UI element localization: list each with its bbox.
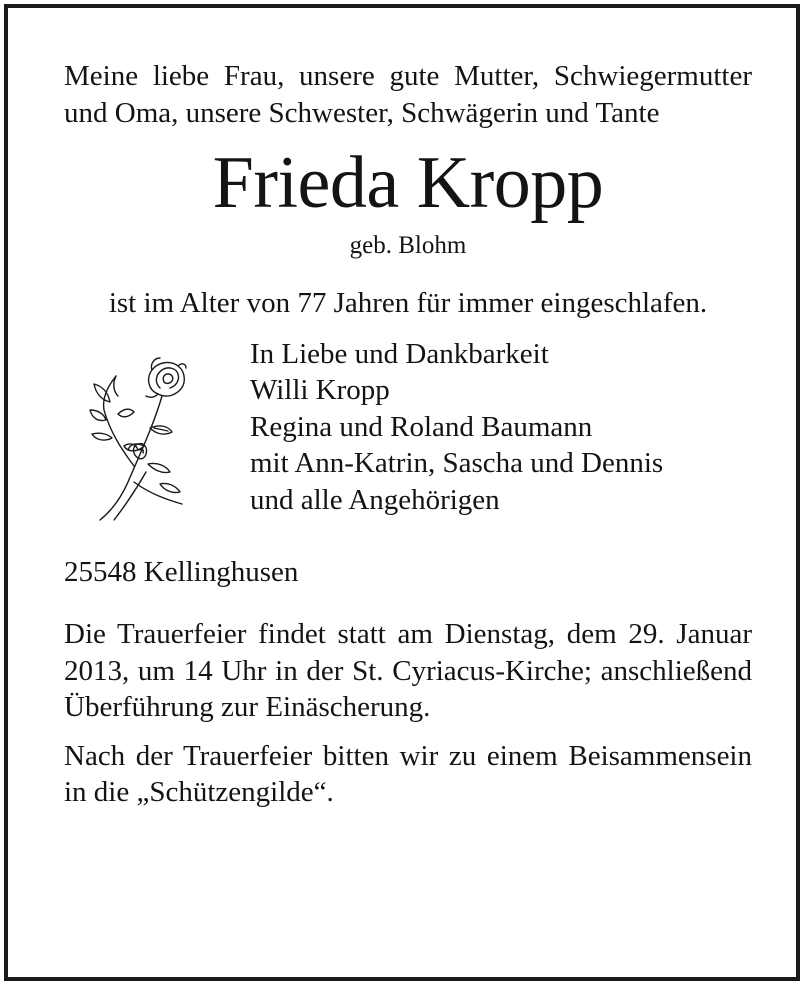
city-line: 25548 Kellinghusen: [64, 555, 299, 588]
signers-list: [250, 336, 760, 519]
obituary-notice: [64, 58, 752, 811]
family-member: und alle Angehörigen: [250, 483, 500, 516]
service-info: Die Trauerfeier findet statt am Dienstag, dem 29. Januar 2013, um 14 Uhr in der St. Cyriacus-Kirche; anschließend Überführung zur Einäscherung.: [64, 618, 752, 723]
salutation: In Liebe und Dankbarkeit: [250, 337, 549, 370]
age-statement: ist im Alter von 77 Jahren für immer eingeschlafen.: [108, 287, 708, 319]
rose-icon: [88, 354, 188, 524]
deceased-name: Frieda Kropp: [212, 142, 604, 224]
afterward-info: Nach der Trauerfeier bitten wir zu einem Beisammensein in die „Schützengilde“.: [64, 739, 752, 808]
family-member: mit Ann-Katrin, Sascha und Dennis: [250, 447, 664, 479]
obituary-frame: [4, 4, 800, 981]
family-member: Regina und Roland Baumann: [250, 410, 593, 443]
intro-text: Meine liebe Frau, unsere gute Mutter, Schwiegermutter und Oma, unsere Schwester, Schwägerin und Tante: [64, 60, 752, 129]
maiden-name: geb. Blohm: [349, 232, 467, 259]
family-block: [64, 336, 752, 526]
family-member: Willi Kropp: [250, 374, 390, 406]
